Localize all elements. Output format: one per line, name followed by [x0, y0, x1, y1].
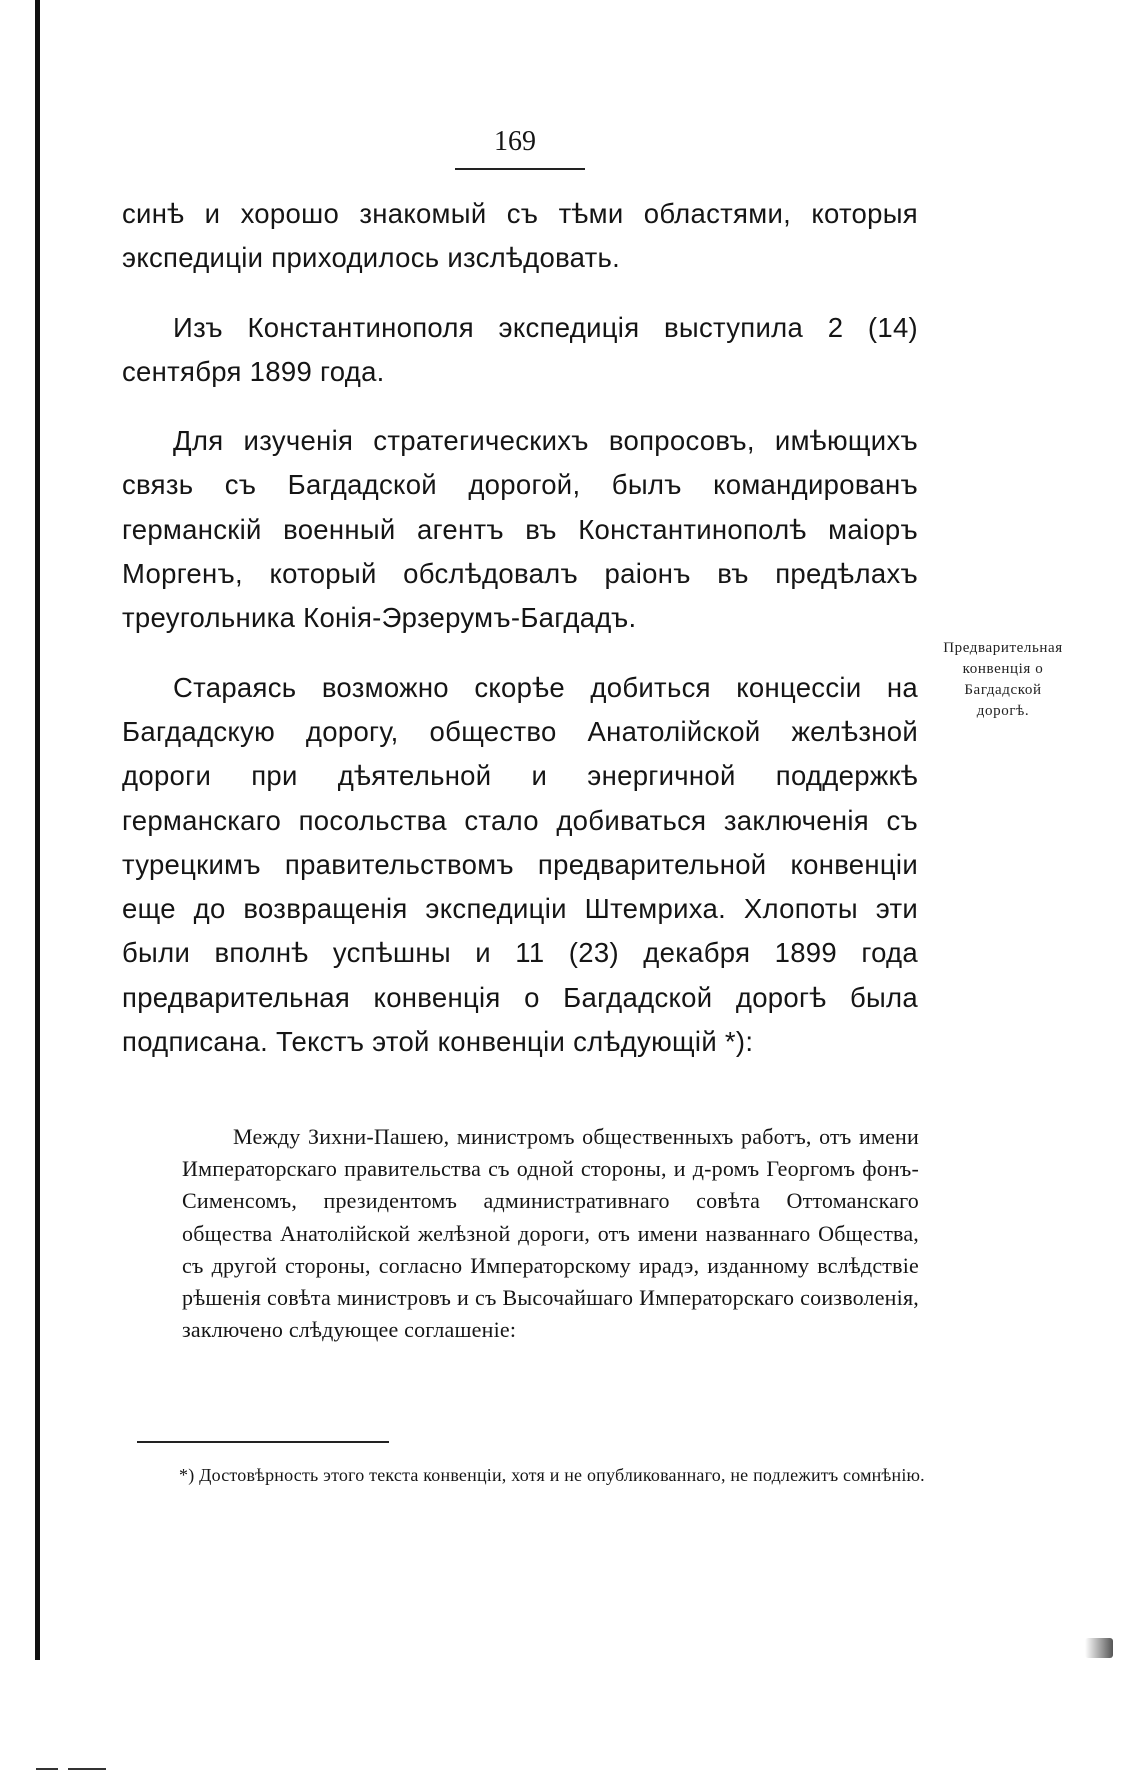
- page-number-rule: [455, 168, 585, 170]
- paragraph-expedition-start: Изъ Константинополя экспедиція выступила 2 (14) сентября 1899 года.: [122, 311, 918, 387]
- treaty-text: Между Зихни-Пашею, министромъ общественныхъ работъ, отъ имени Императорскаго правительства съ одной стороны, и д-ромъ Георгомъ фонъ-Сименсомъ, президентомъ административнаго совѣта Оттоманскаго общества Анатолійской желѣзной дороги, отъ имени названнаго Общества, съ другой стороны, согласно Императорскому ирадэ, изданному вслѣдствіе рѣшенія совѣта министровъ и съ Высочайшаго Императорскаго соизволенія, заключено слѣдующее соглашеніе:: [182, 1124, 919, 1343]
- scan-edge-mark: [68, 1768, 106, 1770]
- footnote: *) Достовѣрность этого текста конвенціи, хотя и не опубликованнаго, не подлежитъ сомнѣнію.: [179, 1465, 925, 1485]
- body-text: [122, 192, 918, 1089]
- page-number: 169: [494, 126, 536, 157]
- paragraph-strategic-study: Для изученія стратегическихъ вопросовъ, имѣющихъ связь съ Багдадской дорогой, былъ командированъ германскій военный агентъ въ Константинополѣ маіоръ Моргенъ, который обслѣдовалъ раіонъ въ предѣлахъ треугольника Конія-Эрзерумъ-Багдадъ.: [122, 425, 918, 634]
- scan-edge-mark: [36, 1768, 58, 1770]
- margin-note: Предварительная конвенція о Багдадской дорогѣ.: [943, 640, 1063, 719]
- scan-smudge: [1085, 1638, 1113, 1658]
- paragraph-concession: Стараясь возможно скорѣе добиться концессіи на Багдадскую дорогу, общество Анатолійской желѣзной дороги при дѣятельной и энергичной поддержкѣ германскаго посольства стало добиваться заключенія съ турецкимъ правительствомъ предварительной конвенціи еще до возвращенія экспедиціи Штемриха. Хлопоты эти были вполнѣ успѣшны и 11 (23) декабря 1899 года предварительная конвенція о Багдадской дорогѣ была подписана. Текстъ этой конвенціи слѣдующій *):: [122, 671, 918, 1058]
- page-binding-edge: [35, 0, 40, 1660]
- paragraph-continuation: синѣ и хорошо знакомый съ тѣми областями, которыя экспедиціи приходилось изслѣдовать.: [122, 198, 918, 274]
- footnote-rule: [137, 1441, 389, 1443]
